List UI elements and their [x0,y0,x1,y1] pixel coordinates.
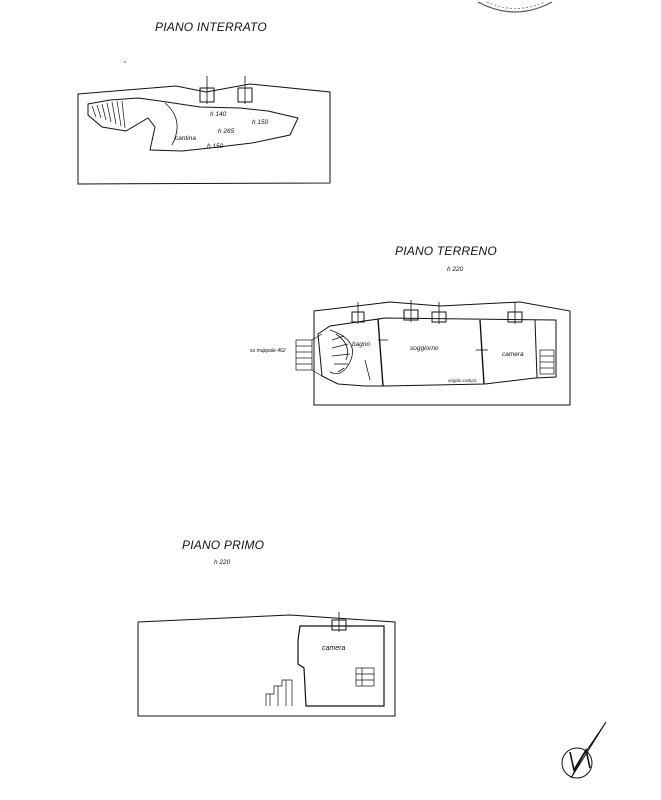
height-label-140: h 140 [210,111,227,118]
title-piano-terreno: PIANO TERRENO [395,244,497,258]
height-label-150-a: h 150 [252,119,269,126]
room-bagno: bagno [352,341,371,348]
height-label-150-b: h 150 [207,143,224,150]
height-primo: h 220 [214,559,231,566]
title-piano-primo: PIANO PRIMO [182,538,265,552]
room-camera-terreno: camera [502,351,524,358]
room-camera-primo: camera [322,645,346,652]
label-su-mappale: su mappale 462 [250,348,286,354]
height-label-265: h 265 [218,128,235,135]
room-soggiorno: soggiorno [410,345,439,352]
room-cantina: cantina [175,135,196,142]
label-angolo-cottura: angolo cottura [448,378,477,383]
height-terreno: h 220 [447,266,464,273]
title-piano-interrato: PIANO INTERRATO [155,20,267,34]
